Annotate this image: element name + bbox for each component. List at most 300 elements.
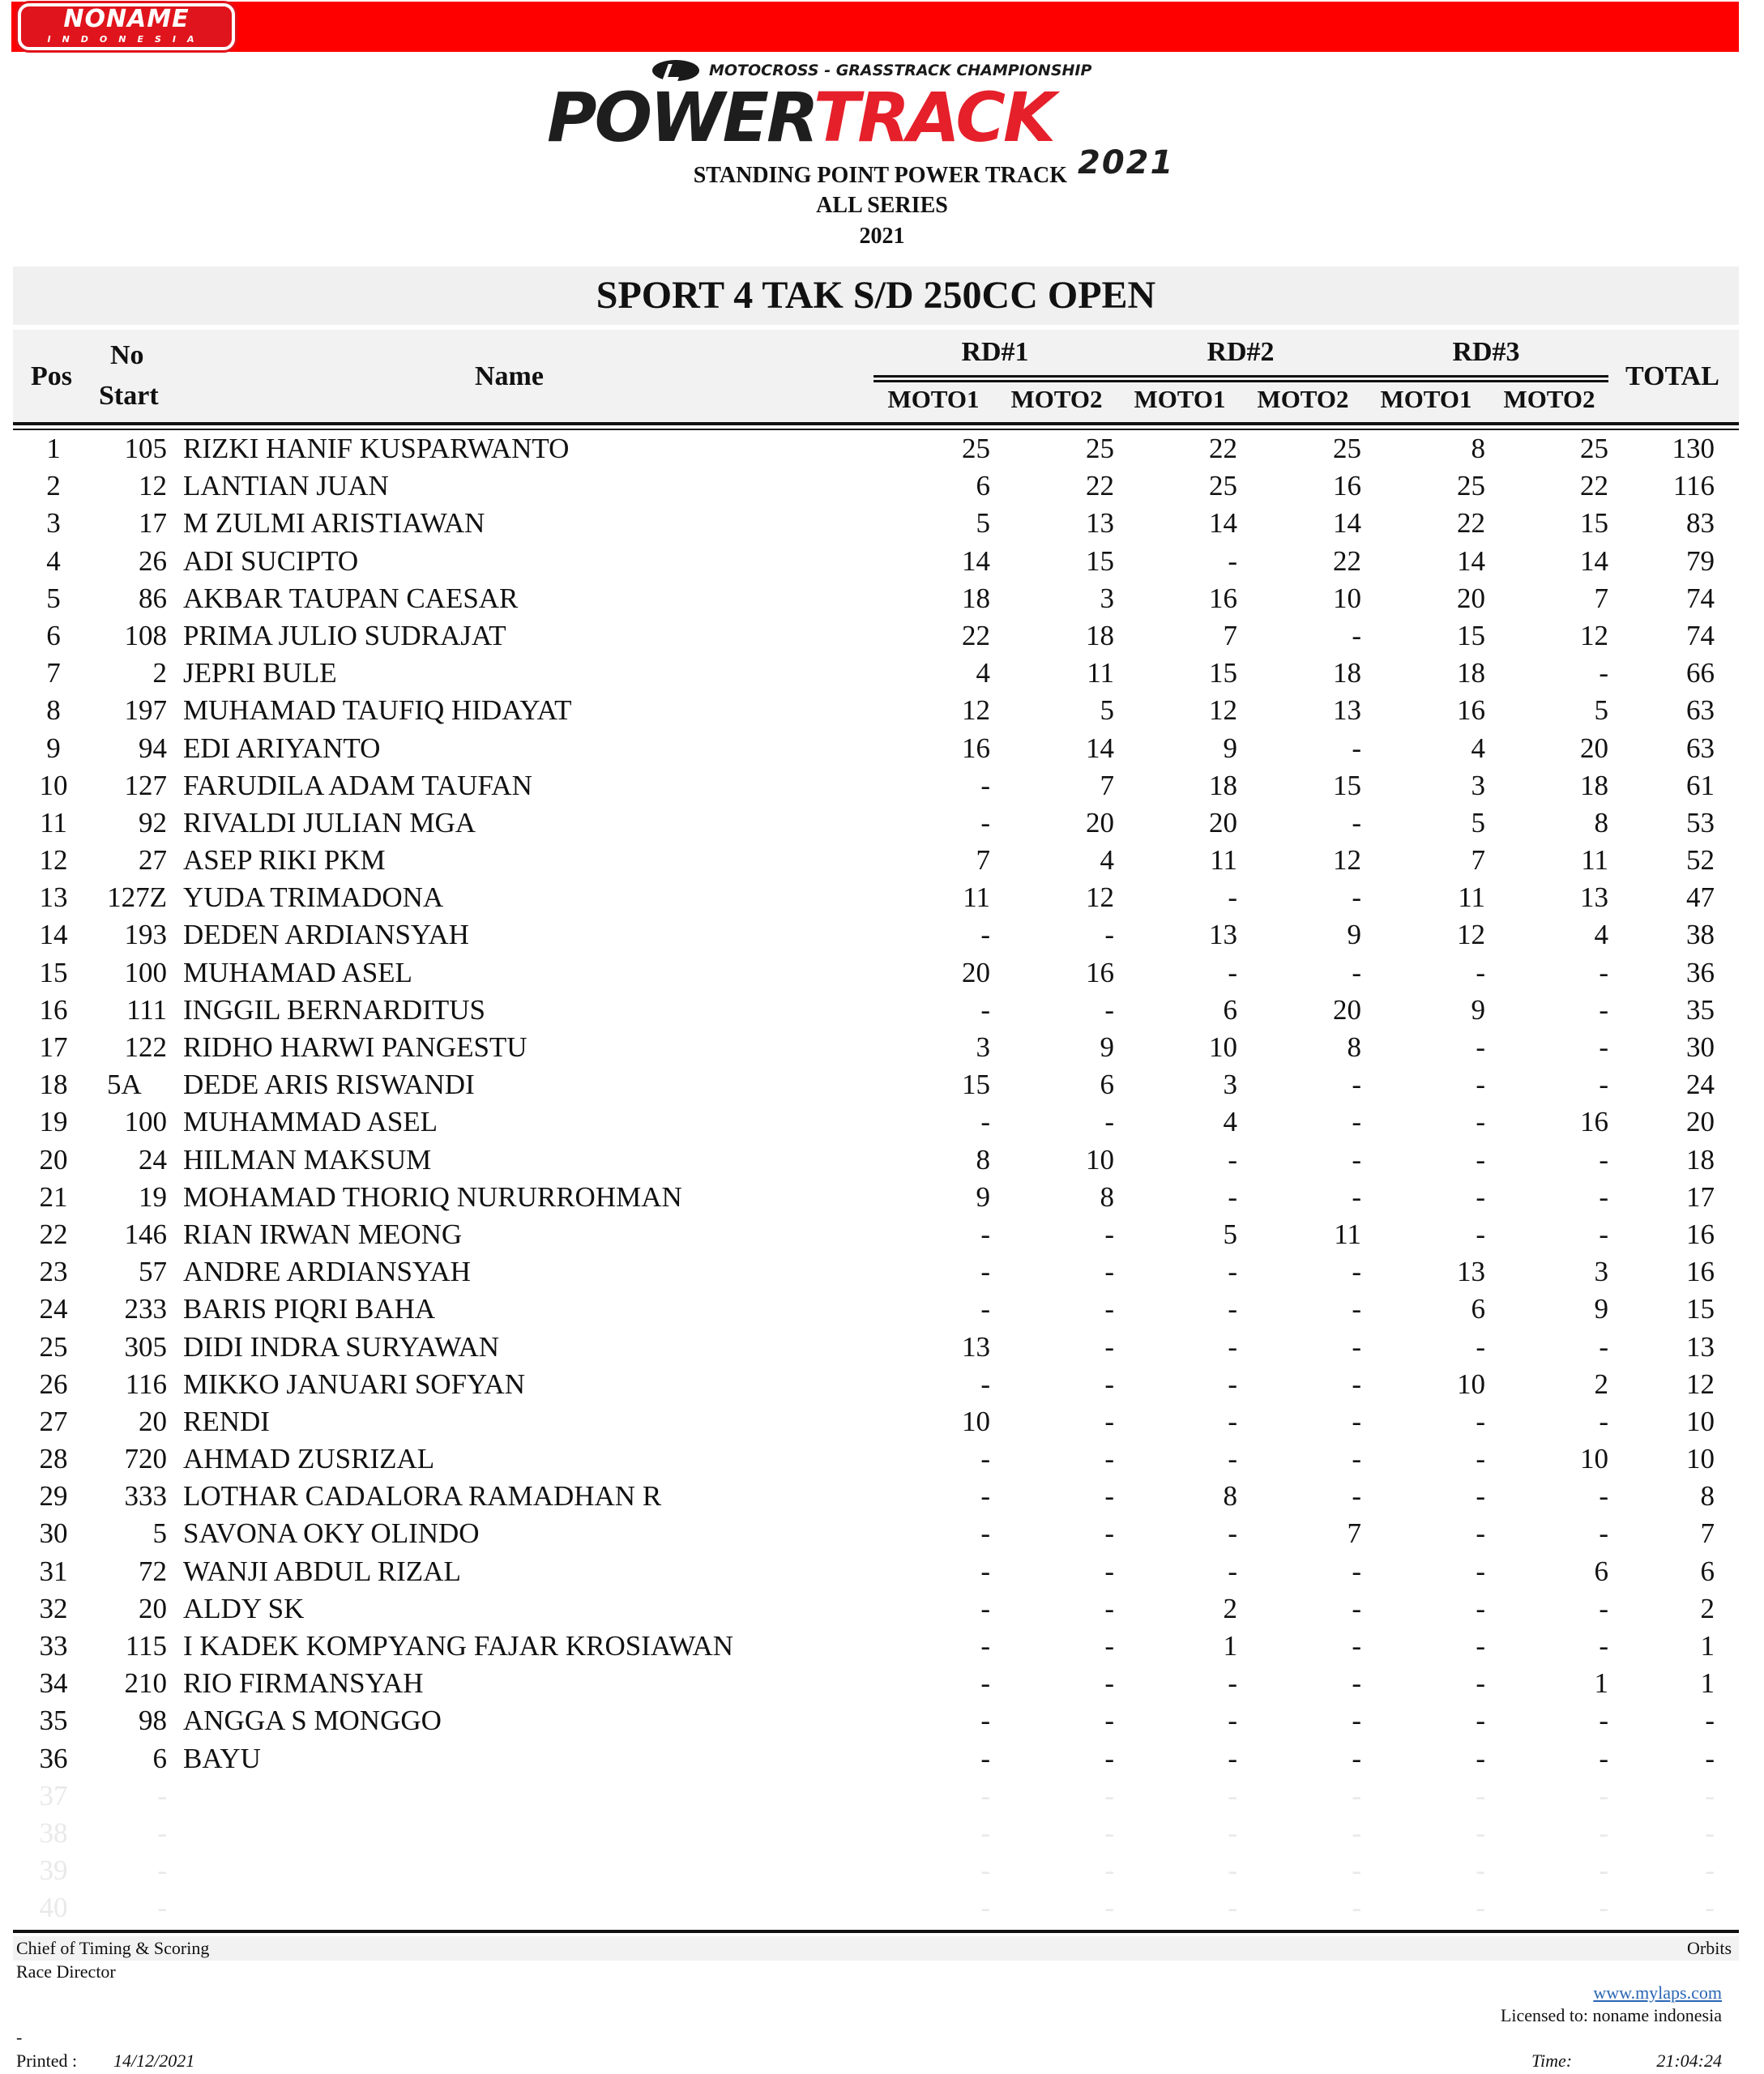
row-total: - bbox=[1705, 1854, 1715, 1887]
row-moto-score: - bbox=[1228, 956, 1237, 988]
row-moto-score: 2 bbox=[1594, 1368, 1608, 1400]
row-total: 30 bbox=[1686, 1031, 1715, 1063]
row-moto-score: 8 bbox=[1347, 1031, 1361, 1063]
row-moto-score: - bbox=[1599, 1180, 1608, 1213]
row-start-no: 127Z bbox=[107, 881, 167, 914]
row-moto-score: 12 bbox=[1457, 919, 1485, 951]
row-pos: 6 bbox=[46, 619, 61, 651]
row-rider-name: RIDHO HARWI PANGESTU bbox=[183, 1031, 527, 1063]
row-moto-score: - bbox=[1599, 1854, 1608, 1887]
row-moto-score: - bbox=[980, 1555, 990, 1587]
table-row bbox=[13, 1142, 1739, 1179]
row-moto-score: - bbox=[1104, 1816, 1114, 1849]
table-row bbox=[13, 1029, 1739, 1066]
row-pos: 9 bbox=[46, 732, 61, 764]
row-rider-name: ADI SUCIPTO bbox=[183, 544, 359, 577]
row-moto-score: 3 bbox=[1223, 1069, 1237, 1101]
row-moto-score: 7 bbox=[1347, 1517, 1361, 1550]
row-moto-score: 20 bbox=[1209, 806, 1237, 839]
table-row bbox=[13, 1103, 1739, 1141]
table-row bbox=[13, 655, 1739, 692]
header-round-3: RD#3 bbox=[1452, 337, 1520, 367]
logo-brand-sub: INDONESIA bbox=[47, 34, 206, 45]
row-moto-score: 16 bbox=[1457, 694, 1485, 727]
row-moto-score: - bbox=[1476, 1143, 1485, 1176]
row-moto-score: 9 bbox=[976, 1180, 990, 1213]
row-moto-score: - bbox=[1476, 1555, 1485, 1587]
row-rider-name: SAVONA OKY OLINDO bbox=[183, 1517, 480, 1550]
row-moto-score: 16 bbox=[962, 732, 990, 764]
row-moto-score: 25 bbox=[1580, 433, 1608, 464]
row-start-no: 127 bbox=[124, 769, 167, 801]
table-row bbox=[13, 804, 1739, 842]
row-moto-score: - bbox=[1476, 1443, 1485, 1475]
header-total: TOTAL bbox=[1625, 361, 1719, 391]
row-moto-score: 9 bbox=[1100, 1031, 1114, 1063]
row-rider-name: ASEP RIKI PKM bbox=[183, 844, 386, 877]
row-moto-score: 20 bbox=[1086, 806, 1114, 839]
row-moto-score: - bbox=[980, 919, 990, 951]
row-start-no: 72 bbox=[139, 1555, 167, 1587]
row-moto-score: - bbox=[980, 1779, 990, 1812]
row-moto-score: - bbox=[1104, 1555, 1114, 1587]
printed-date: 14/12/2021 bbox=[113, 2051, 195, 2071]
row-moto-score: - bbox=[1352, 1405, 1361, 1437]
row-moto-score: - bbox=[1104, 1517, 1114, 1550]
row-moto-score: - bbox=[1352, 1816, 1361, 1849]
row-rider-name: RIO FIRMANSYAH bbox=[183, 1667, 424, 1700]
row-rider-name: INGGIL BERNARDITUS bbox=[183, 993, 485, 1026]
row-moto-score: 3 bbox=[976, 1031, 990, 1063]
time-value: 21:04:24 bbox=[1656, 2051, 1722, 2071]
row-moto-score: - bbox=[1599, 1592, 1608, 1624]
row-start-no: 27 bbox=[139, 844, 167, 877]
row-moto-score: - bbox=[1104, 1592, 1114, 1624]
row-total: 20 bbox=[1686, 1106, 1715, 1138]
row-pos: 23 bbox=[39, 1256, 68, 1288]
row-pos: 1 bbox=[46, 433, 61, 464]
row-rider-name: I KADEK KOMPYANG FAJAR KROSIAWAN bbox=[183, 1630, 734, 1662]
row-moto-score: - bbox=[1476, 956, 1485, 988]
row-start-no: - bbox=[157, 1854, 167, 1887]
row-moto-score: - bbox=[980, 1256, 990, 1288]
row-total: 15 bbox=[1686, 1293, 1715, 1325]
row-moto-score: 7 bbox=[976, 844, 990, 877]
row-moto-score: 25 bbox=[962, 433, 990, 464]
row-moto-score: 4 bbox=[1471, 732, 1485, 764]
table-row bbox=[13, 1702, 1739, 1739]
table-row bbox=[13, 916, 1739, 954]
row-moto-score: - bbox=[1476, 1031, 1485, 1063]
row-moto-score: - bbox=[1228, 1854, 1237, 1887]
table-row bbox=[13, 1777, 1739, 1815]
header-banner bbox=[11, 2, 1739, 52]
row-rider-name: RENDI bbox=[183, 1405, 270, 1437]
row-pos: 31 bbox=[39, 1555, 68, 1587]
row-rider-name: YUDA TRIMADONA bbox=[183, 881, 444, 914]
row-moto-score: - bbox=[1104, 919, 1114, 951]
row-total: 18 bbox=[1686, 1143, 1715, 1176]
row-moto-score: 11 bbox=[1210, 844, 1237, 877]
row-moto-score: 22 bbox=[1333, 544, 1361, 577]
row-moto-score: - bbox=[1352, 1106, 1361, 1138]
row-moto-score: 6 bbox=[1594, 1555, 1608, 1587]
row-moto-score: - bbox=[1599, 1705, 1608, 1737]
row-pos: 19 bbox=[39, 1106, 68, 1138]
row-moto-score: 11 bbox=[1087, 657, 1114, 689]
row-pos: 33 bbox=[39, 1630, 68, 1662]
row-moto-score: - bbox=[1228, 1555, 1237, 1587]
row-total: 116 bbox=[1672, 470, 1715, 502]
row-total: 63 bbox=[1686, 732, 1715, 764]
row-start-no: 24 bbox=[139, 1143, 167, 1176]
row-rider-name: ANDRE ARDIANSYAH bbox=[183, 1256, 471, 1288]
row-moto-score: - bbox=[1352, 1854, 1361, 1887]
row-moto-score: 5 bbox=[1471, 806, 1485, 839]
row-moto-score: 1 bbox=[1223, 1630, 1237, 1662]
row-moto-score: 25 bbox=[1457, 470, 1485, 502]
row-moto-score: - bbox=[1104, 1218, 1114, 1250]
row-moto-score: - bbox=[980, 1443, 990, 1475]
table-row bbox=[13, 1628, 1739, 1665]
row-moto-score: - bbox=[1228, 544, 1237, 577]
row-moto-score: 13 bbox=[1209, 919, 1237, 951]
row-moto-score: - bbox=[1352, 1330, 1361, 1363]
row-total: - bbox=[1705, 1705, 1715, 1737]
row-total: - bbox=[1705, 1892, 1715, 1924]
row-rider-name: ANGGA S MONGGO bbox=[183, 1705, 442, 1737]
row-moto-score: - bbox=[980, 1742, 990, 1774]
row-moto-score: 10 bbox=[1086, 1143, 1114, 1176]
row-moto-score: - bbox=[1476, 1517, 1485, 1550]
row-pos: 4 bbox=[46, 544, 61, 577]
row-pos: 35 bbox=[39, 1705, 68, 1737]
row-moto-score: 13 bbox=[1457, 1256, 1485, 1288]
row-moto-score: - bbox=[980, 993, 990, 1026]
row-moto-score: - bbox=[1599, 1031, 1608, 1063]
row-moto-score: 10 bbox=[1209, 1031, 1237, 1063]
header-moto: MOTO2 bbox=[1257, 385, 1349, 413]
row-moto-score: - bbox=[1228, 1667, 1237, 1700]
row-moto-score: 18 bbox=[962, 582, 990, 614]
row-moto-score: - bbox=[1352, 1293, 1361, 1325]
table-row bbox=[13, 1179, 1739, 1216]
row-rider-name: M ZULMI ARISTIAWAN bbox=[183, 507, 485, 540]
row-pos: 21 bbox=[39, 1180, 68, 1213]
table-row bbox=[13, 1329, 1739, 1366]
row-moto-score: 1 bbox=[1594, 1667, 1608, 1700]
header-round-1: RD#1 bbox=[961, 337, 1029, 367]
row-pos: 7 bbox=[46, 657, 61, 689]
mylaps-link[interactable]: www.mylaps.com bbox=[1593, 1982, 1722, 2003]
row-moto-score: 25 bbox=[1333, 433, 1361, 464]
header-moto: MOTO2 bbox=[1010, 385, 1103, 413]
row-moto-score: - bbox=[1228, 881, 1237, 914]
row-moto-score: - bbox=[1104, 1293, 1114, 1325]
system-name: Orbits bbox=[1687, 1938, 1732, 1958]
row-rider-name: PRIMA JULIO SUDRAJAT bbox=[183, 619, 506, 651]
table-row bbox=[13, 1291, 1739, 1328]
row-moto-score: - bbox=[1599, 1517, 1608, 1550]
row-start-no: 86 bbox=[139, 582, 167, 614]
row-rider-name: LANTIAN JUAN bbox=[183, 470, 389, 502]
row-moto-score: - bbox=[1476, 1779, 1485, 1812]
table-row bbox=[13, 1889, 1739, 1927]
row-total: - bbox=[1705, 1779, 1715, 1812]
row-pos: 11 bbox=[40, 806, 67, 839]
table-row bbox=[13, 1553, 1739, 1590]
row-moto-score: 2 bbox=[1223, 1592, 1237, 1624]
row-moto-score: 7 bbox=[1100, 769, 1114, 801]
row-moto-score: 22 bbox=[962, 619, 990, 651]
row-rider-name: BARIS PIQRI BAHA bbox=[183, 1293, 436, 1325]
row-moto-score: - bbox=[980, 1106, 990, 1138]
row-moto-score: 12 bbox=[1209, 694, 1237, 727]
table-row bbox=[13, 1216, 1739, 1253]
row-total: 10 bbox=[1686, 1405, 1715, 1437]
table-row bbox=[13, 842, 1739, 879]
row-start-no: 12 bbox=[139, 470, 167, 502]
row-total: 83 bbox=[1686, 507, 1715, 540]
row-moto-score: - bbox=[980, 1368, 990, 1400]
row-moto-score: - bbox=[980, 1892, 990, 1924]
row-pos: 10 bbox=[39, 769, 68, 801]
logo-brand-main: NONAME bbox=[63, 5, 190, 33]
table-row bbox=[13, 617, 1739, 655]
table-row bbox=[13, 467, 1739, 505]
row-start-no: 94 bbox=[139, 732, 167, 764]
row-rider-name: MUHAMAD ASEL bbox=[183, 956, 412, 988]
row-start-no: 6 bbox=[152, 1742, 167, 1774]
row-moto-score: - bbox=[1104, 1742, 1114, 1774]
row-pos: 37 bbox=[39, 1779, 68, 1812]
row-start-no: - bbox=[157, 1892, 167, 1924]
printed-label: Printed : bbox=[16, 2051, 78, 2071]
row-moto-score: 13 bbox=[962, 1330, 990, 1363]
header-start: Start bbox=[99, 381, 159, 411]
row-moto-score: - bbox=[1476, 1106, 1485, 1138]
table-row bbox=[13, 1066, 1739, 1103]
row-moto-score: - bbox=[1476, 1330, 1485, 1363]
table-row bbox=[13, 1515, 1739, 1552]
row-moto-score: - bbox=[1228, 1330, 1237, 1363]
row-pos: 14 bbox=[39, 919, 68, 951]
row-moto-score: - bbox=[1228, 1705, 1237, 1737]
row-moto-score: - bbox=[1352, 881, 1361, 914]
row-start-no: - bbox=[157, 1816, 167, 1849]
row-total: 1 bbox=[1700, 1667, 1715, 1700]
row-moto-score: 15 bbox=[1209, 657, 1237, 689]
row-moto-score: - bbox=[980, 1517, 990, 1550]
row-moto-score: 11 bbox=[1458, 881, 1485, 914]
row-moto-score: 25 bbox=[1209, 470, 1237, 502]
row-total: 47 bbox=[1686, 881, 1715, 914]
row-moto-score: - bbox=[1352, 1667, 1361, 1700]
row-start-no: 116 bbox=[125, 1368, 167, 1400]
row-moto-score: - bbox=[1104, 1330, 1114, 1363]
row-moto-score: 13 bbox=[1086, 507, 1114, 540]
row-rider-name: DEDE ARIS RISWANDI bbox=[183, 1069, 475, 1101]
row-rider-name: RIZKI HANIF KUSPARWANTO bbox=[183, 433, 570, 464]
row-moto-score: 18 bbox=[1086, 619, 1114, 651]
row-rider-name: LOTHAR CADALORA RAMADHAN R bbox=[183, 1480, 662, 1513]
row-moto-score: - bbox=[1352, 1368, 1361, 1400]
row-total: 6 bbox=[1700, 1555, 1715, 1587]
header-moto: MOTO2 bbox=[1503, 385, 1595, 413]
row-start-no: 193 bbox=[124, 919, 167, 951]
table-row bbox=[13, 1440, 1739, 1478]
row-moto-score: 18 bbox=[1209, 769, 1237, 801]
row-moto-score: - bbox=[1104, 1705, 1114, 1737]
row-total: 63 bbox=[1686, 694, 1715, 727]
row-moto-score: 6 bbox=[976, 470, 990, 502]
noname-indonesia-logo bbox=[18, 3, 235, 50]
row-rider-name: WANJI ABDUL RIZAL bbox=[183, 1555, 461, 1587]
row-moto-score: - bbox=[1228, 1256, 1237, 1288]
row-start-no: 19 bbox=[139, 1180, 167, 1213]
row-moto-score: 6 bbox=[1223, 993, 1237, 1026]
row-total: - bbox=[1705, 1816, 1715, 1849]
row-moto-score: - bbox=[1352, 1892, 1361, 1924]
row-moto-score: - bbox=[1352, 1443, 1361, 1475]
row-moto-score: - bbox=[1599, 1480, 1608, 1513]
row-moto-score: 11 bbox=[1581, 844, 1608, 877]
table-row bbox=[13, 767, 1739, 804]
row-moto-score: - bbox=[1104, 1443, 1114, 1475]
row-moto-score: 8 bbox=[1471, 433, 1485, 464]
row-moto-score: 14 bbox=[962, 544, 990, 577]
title-line-1: STANDING POINT POWER TRACK bbox=[693, 163, 1067, 188]
row-total: 16 bbox=[1686, 1256, 1715, 1288]
row-moto-score: - bbox=[1476, 1180, 1485, 1213]
row-moto-score: 14 bbox=[1457, 544, 1485, 577]
row-moto-score: 8 bbox=[976, 1143, 990, 1176]
title-line-3: 2021 bbox=[859, 224, 905, 249]
row-moto-score: - bbox=[1228, 1180, 1237, 1213]
row-moto-score: 15 bbox=[1580, 507, 1608, 540]
row-moto-score: - bbox=[1352, 806, 1361, 839]
title-line-2: ALL SERIES bbox=[816, 193, 948, 218]
logo-track: TRACK bbox=[813, 78, 1054, 157]
row-start-no: 122 bbox=[124, 1031, 167, 1063]
row-total: 36 bbox=[1686, 956, 1715, 988]
header-name: Name bbox=[475, 361, 544, 391]
row-pos: 24 bbox=[39, 1293, 68, 1325]
row-moto-score: - bbox=[1104, 1106, 1114, 1138]
row-total: 66 bbox=[1686, 657, 1715, 689]
round-divider bbox=[873, 375, 1608, 382]
row-rider-name: FARUDILA ADAM TAUFAN bbox=[183, 769, 532, 801]
table-row bbox=[13, 505, 1739, 542]
row-moto-score: - bbox=[1228, 1517, 1237, 1550]
row-total: 74 bbox=[1686, 619, 1715, 651]
row-start-no: 20 bbox=[139, 1405, 167, 1437]
row-rider-name: MUHAMMAD ASEL bbox=[183, 1106, 438, 1138]
header-pos: Pos bbox=[31, 361, 72, 391]
row-moto-score: - bbox=[1476, 1405, 1485, 1437]
row-start-no: 105 bbox=[124, 433, 167, 464]
row-start-no: 100 bbox=[124, 956, 167, 988]
footer-dash: - bbox=[16, 2027, 23, 2047]
row-start-no: 111 bbox=[126, 993, 167, 1026]
row-rider-name: EDI ARIYANTO bbox=[183, 732, 381, 764]
row-total: 12 bbox=[1686, 1368, 1715, 1400]
row-moto-score: - bbox=[980, 1218, 990, 1250]
row-start-no: 233 bbox=[124, 1293, 167, 1325]
table-row bbox=[13, 1253, 1739, 1291]
row-start-no: 108 bbox=[124, 619, 167, 651]
row-moto-score: - bbox=[1352, 1143, 1361, 1176]
row-rider-name: MUHAMAD TAUFIQ HIDAYAT bbox=[183, 694, 572, 727]
row-rider-name: AHMAD ZUSRIZAL bbox=[183, 1443, 435, 1475]
row-total: - bbox=[1705, 1742, 1715, 1774]
row-moto-score: 16 bbox=[1333, 470, 1361, 502]
logo-year: 2021 bbox=[1078, 144, 1175, 181]
row-moto-score: - bbox=[1104, 1854, 1114, 1887]
row-moto-score: 5 bbox=[1594, 694, 1608, 727]
table-row bbox=[13, 1815, 1739, 1852]
header-round-2: RD#2 bbox=[1207, 337, 1275, 367]
row-moto-score: - bbox=[1104, 1256, 1114, 1288]
row-start-no: - bbox=[157, 1779, 167, 1812]
row-total: 79 bbox=[1686, 544, 1715, 577]
table-row bbox=[13, 692, 1739, 729]
row-start-no: 720 bbox=[124, 1443, 167, 1475]
row-moto-score: - bbox=[1352, 1742, 1361, 1774]
row-moto-score: 6 bbox=[1471, 1293, 1485, 1325]
row-moto-score: - bbox=[980, 1630, 990, 1662]
row-moto-score: 12 bbox=[1580, 619, 1608, 651]
row-moto-score: - bbox=[1599, 1630, 1608, 1662]
row-moto-score: - bbox=[1599, 1405, 1608, 1437]
row-moto-score: - bbox=[1599, 956, 1608, 988]
category-title: SPORT 4 TAK S/D 250CC OPEN bbox=[13, 267, 1739, 325]
row-pos: 3 bbox=[46, 507, 61, 540]
row-total: 7 bbox=[1700, 1517, 1715, 1550]
row-moto-score: 15 bbox=[962, 1069, 990, 1101]
standings-table bbox=[13, 430, 1739, 1927]
row-moto-score: 5 bbox=[1223, 1218, 1237, 1250]
row-pos: 17 bbox=[39, 1031, 68, 1063]
row-total: 35 bbox=[1686, 993, 1715, 1026]
row-moto-score: 12 bbox=[962, 694, 990, 727]
row-moto-score: - bbox=[1104, 1667, 1114, 1700]
row-moto-score: 4 bbox=[1223, 1106, 1237, 1138]
row-moto-score: 22 bbox=[1457, 507, 1485, 540]
row-moto-score: 22 bbox=[1086, 470, 1114, 502]
row-moto-score: 18 bbox=[1457, 657, 1485, 689]
row-moto-score: - bbox=[1476, 1667, 1485, 1700]
row-moto-score: 3 bbox=[1100, 582, 1114, 614]
row-moto-score: - bbox=[980, 769, 990, 801]
row-moto-score: - bbox=[1599, 657, 1608, 689]
row-total: 8 bbox=[1700, 1480, 1715, 1513]
row-total: 13 bbox=[1686, 1330, 1715, 1363]
row-start-no: 333 bbox=[124, 1480, 167, 1513]
row-rider-name: HILMAN MAKSUM bbox=[183, 1143, 432, 1176]
row-moto-score: - bbox=[980, 1854, 990, 1887]
row-start-no: 5 bbox=[152, 1517, 167, 1550]
row-total: 24 bbox=[1686, 1069, 1715, 1101]
row-moto-score: - bbox=[980, 1592, 990, 1624]
row-moto-score: - bbox=[1599, 1892, 1608, 1924]
row-moto-score: - bbox=[980, 1816, 990, 1849]
row-pos: 5 bbox=[46, 582, 61, 614]
row-moto-score: - bbox=[1104, 1630, 1114, 1662]
row-moto-score: 12 bbox=[1086, 881, 1114, 914]
row-moto-score: - bbox=[1352, 1555, 1361, 1587]
row-moto-score: 9 bbox=[1594, 1293, 1608, 1325]
